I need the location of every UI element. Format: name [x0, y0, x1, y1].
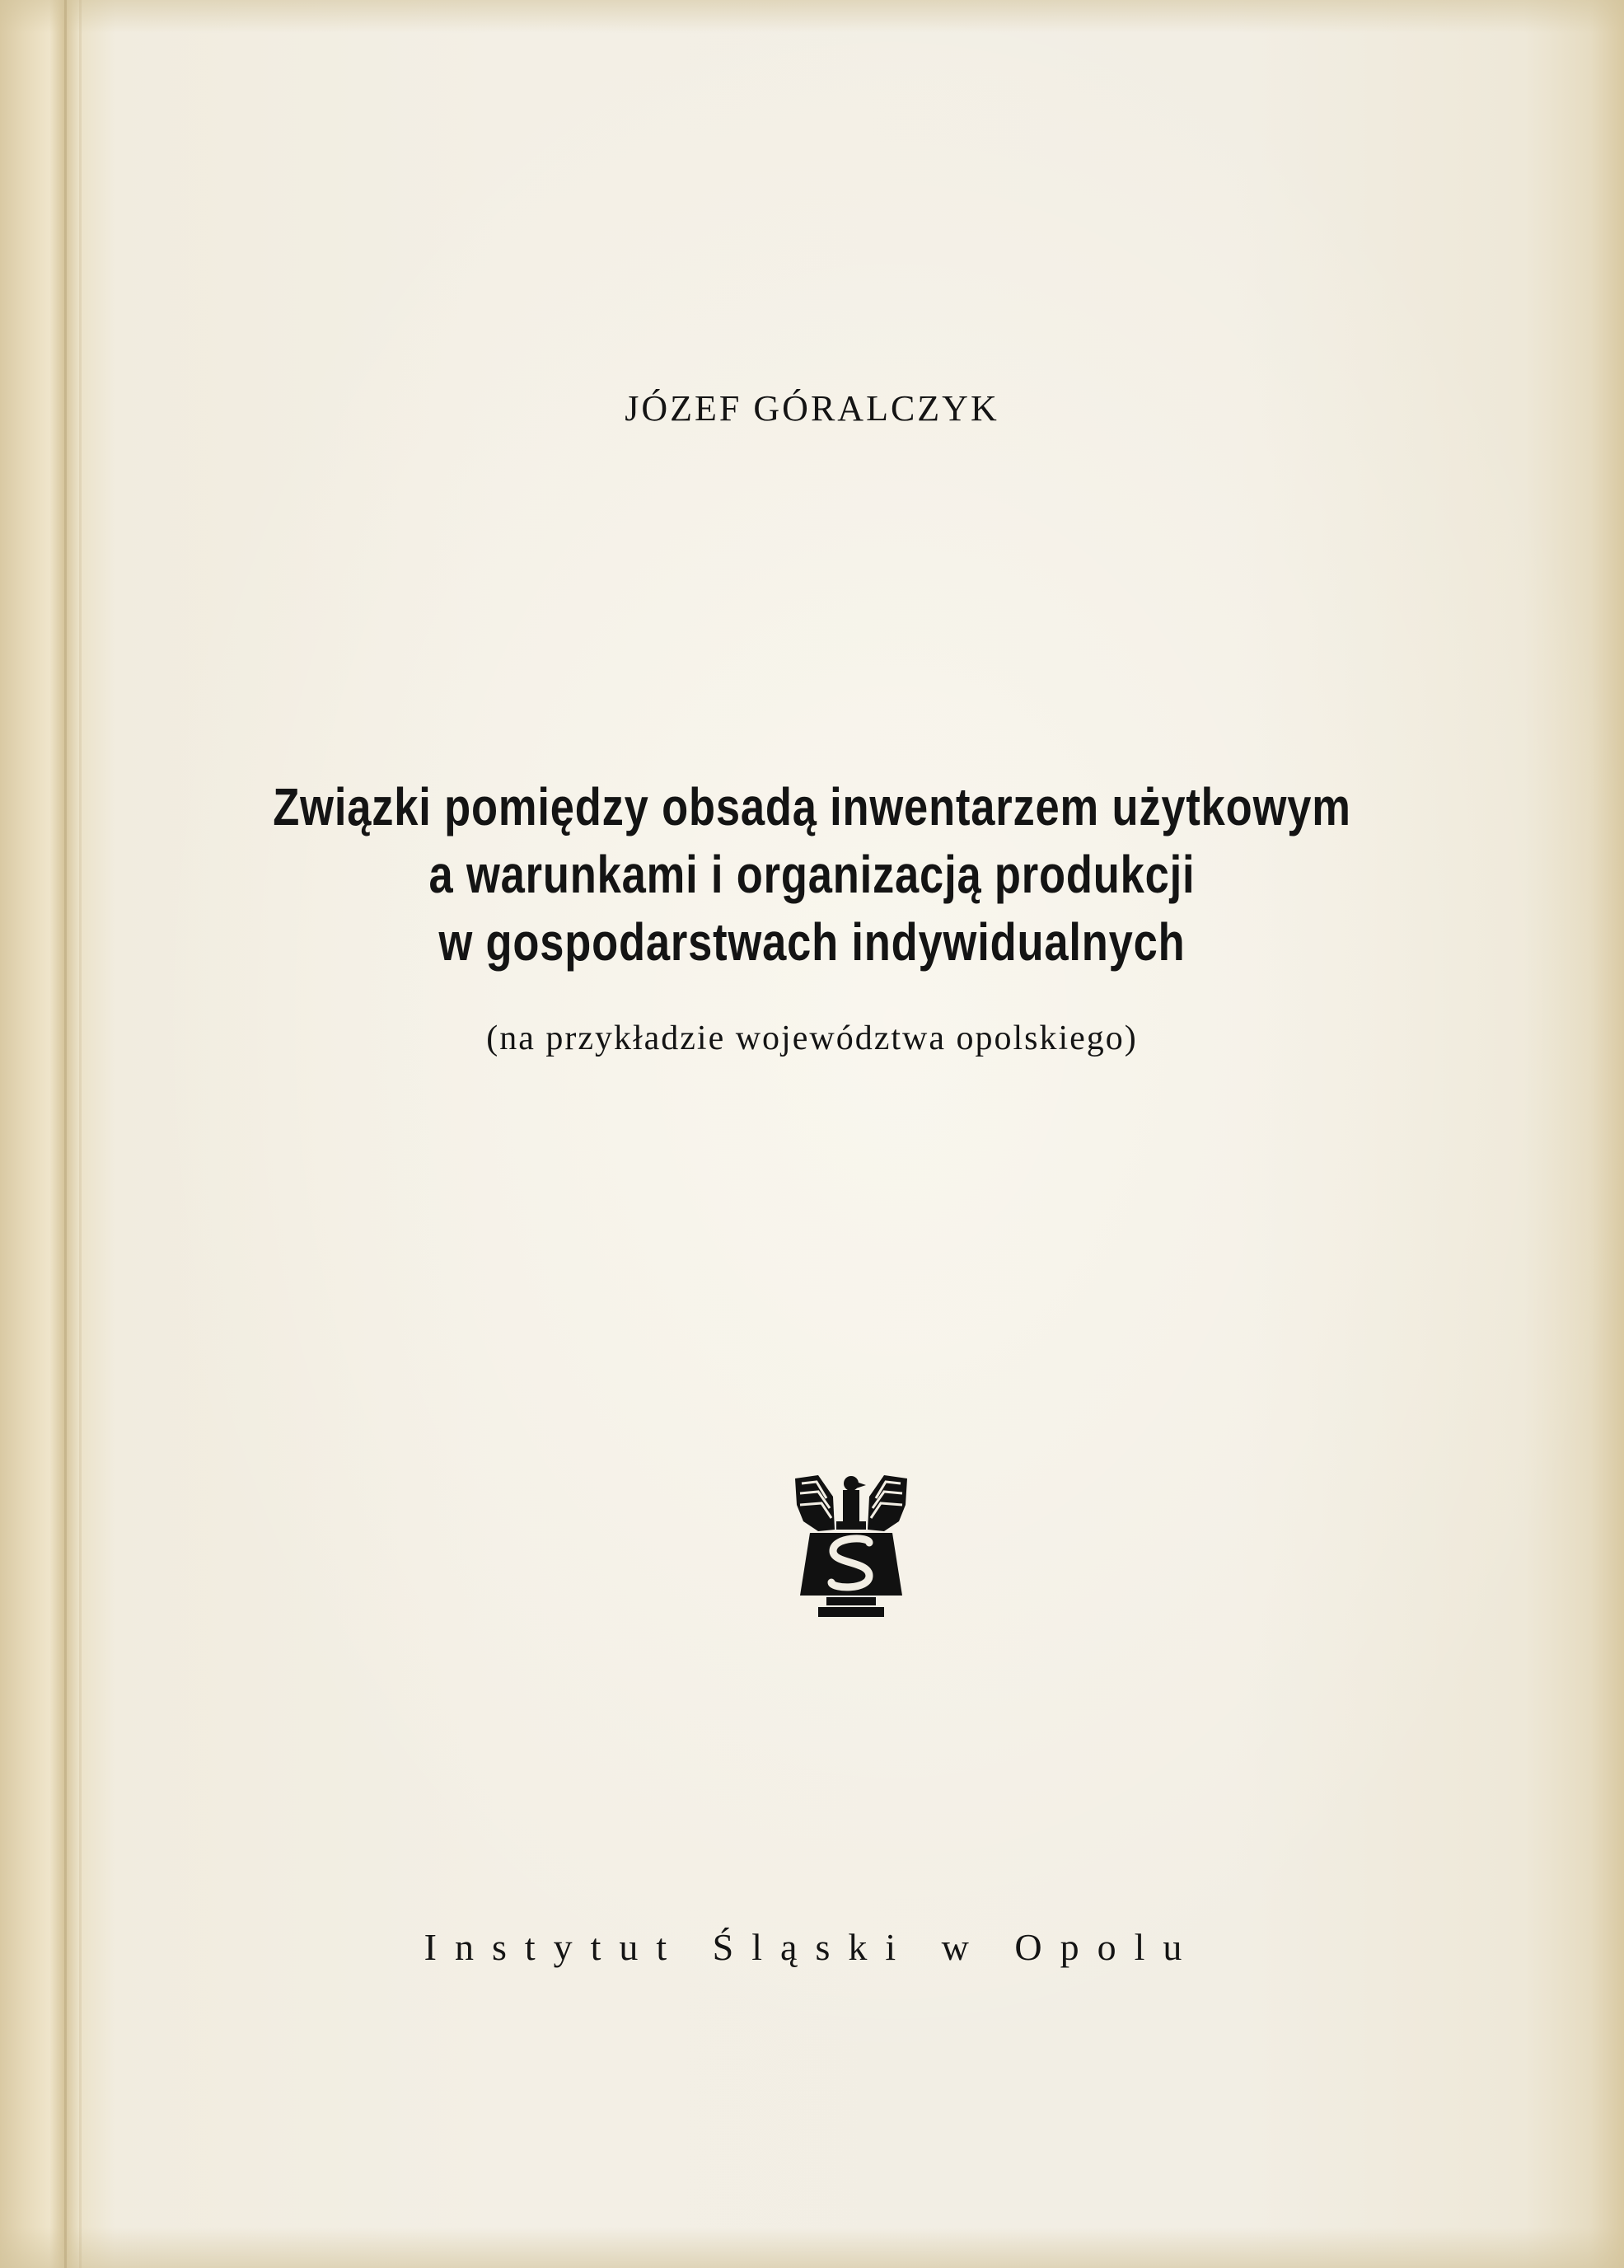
book-subtitle: (na przykładzie województwa opolskiego) — [486, 1019, 1138, 1057]
publisher-name: Instytut Śląski w Opolu — [424, 1926, 1200, 1968]
title-line-2: a warunkami i organizacją produkcji — [428, 845, 1196, 904]
book-title — [146, 773, 1477, 976]
title-line-3: w gospodarstwach indywidualnych — [438, 912, 1186, 972]
eagle-s-emblem-icon — [793, 1472, 909, 1620]
title-line-1: Związki pomiędzy obsadą inwentarzem użytkowym — [273, 777, 1351, 836]
author-name: JÓZEF GÓRALCZYK — [625, 388, 999, 429]
paper-bottom-edge — [0, 2227, 1624, 2268]
paper-top-edge — [0, 0, 1624, 33]
